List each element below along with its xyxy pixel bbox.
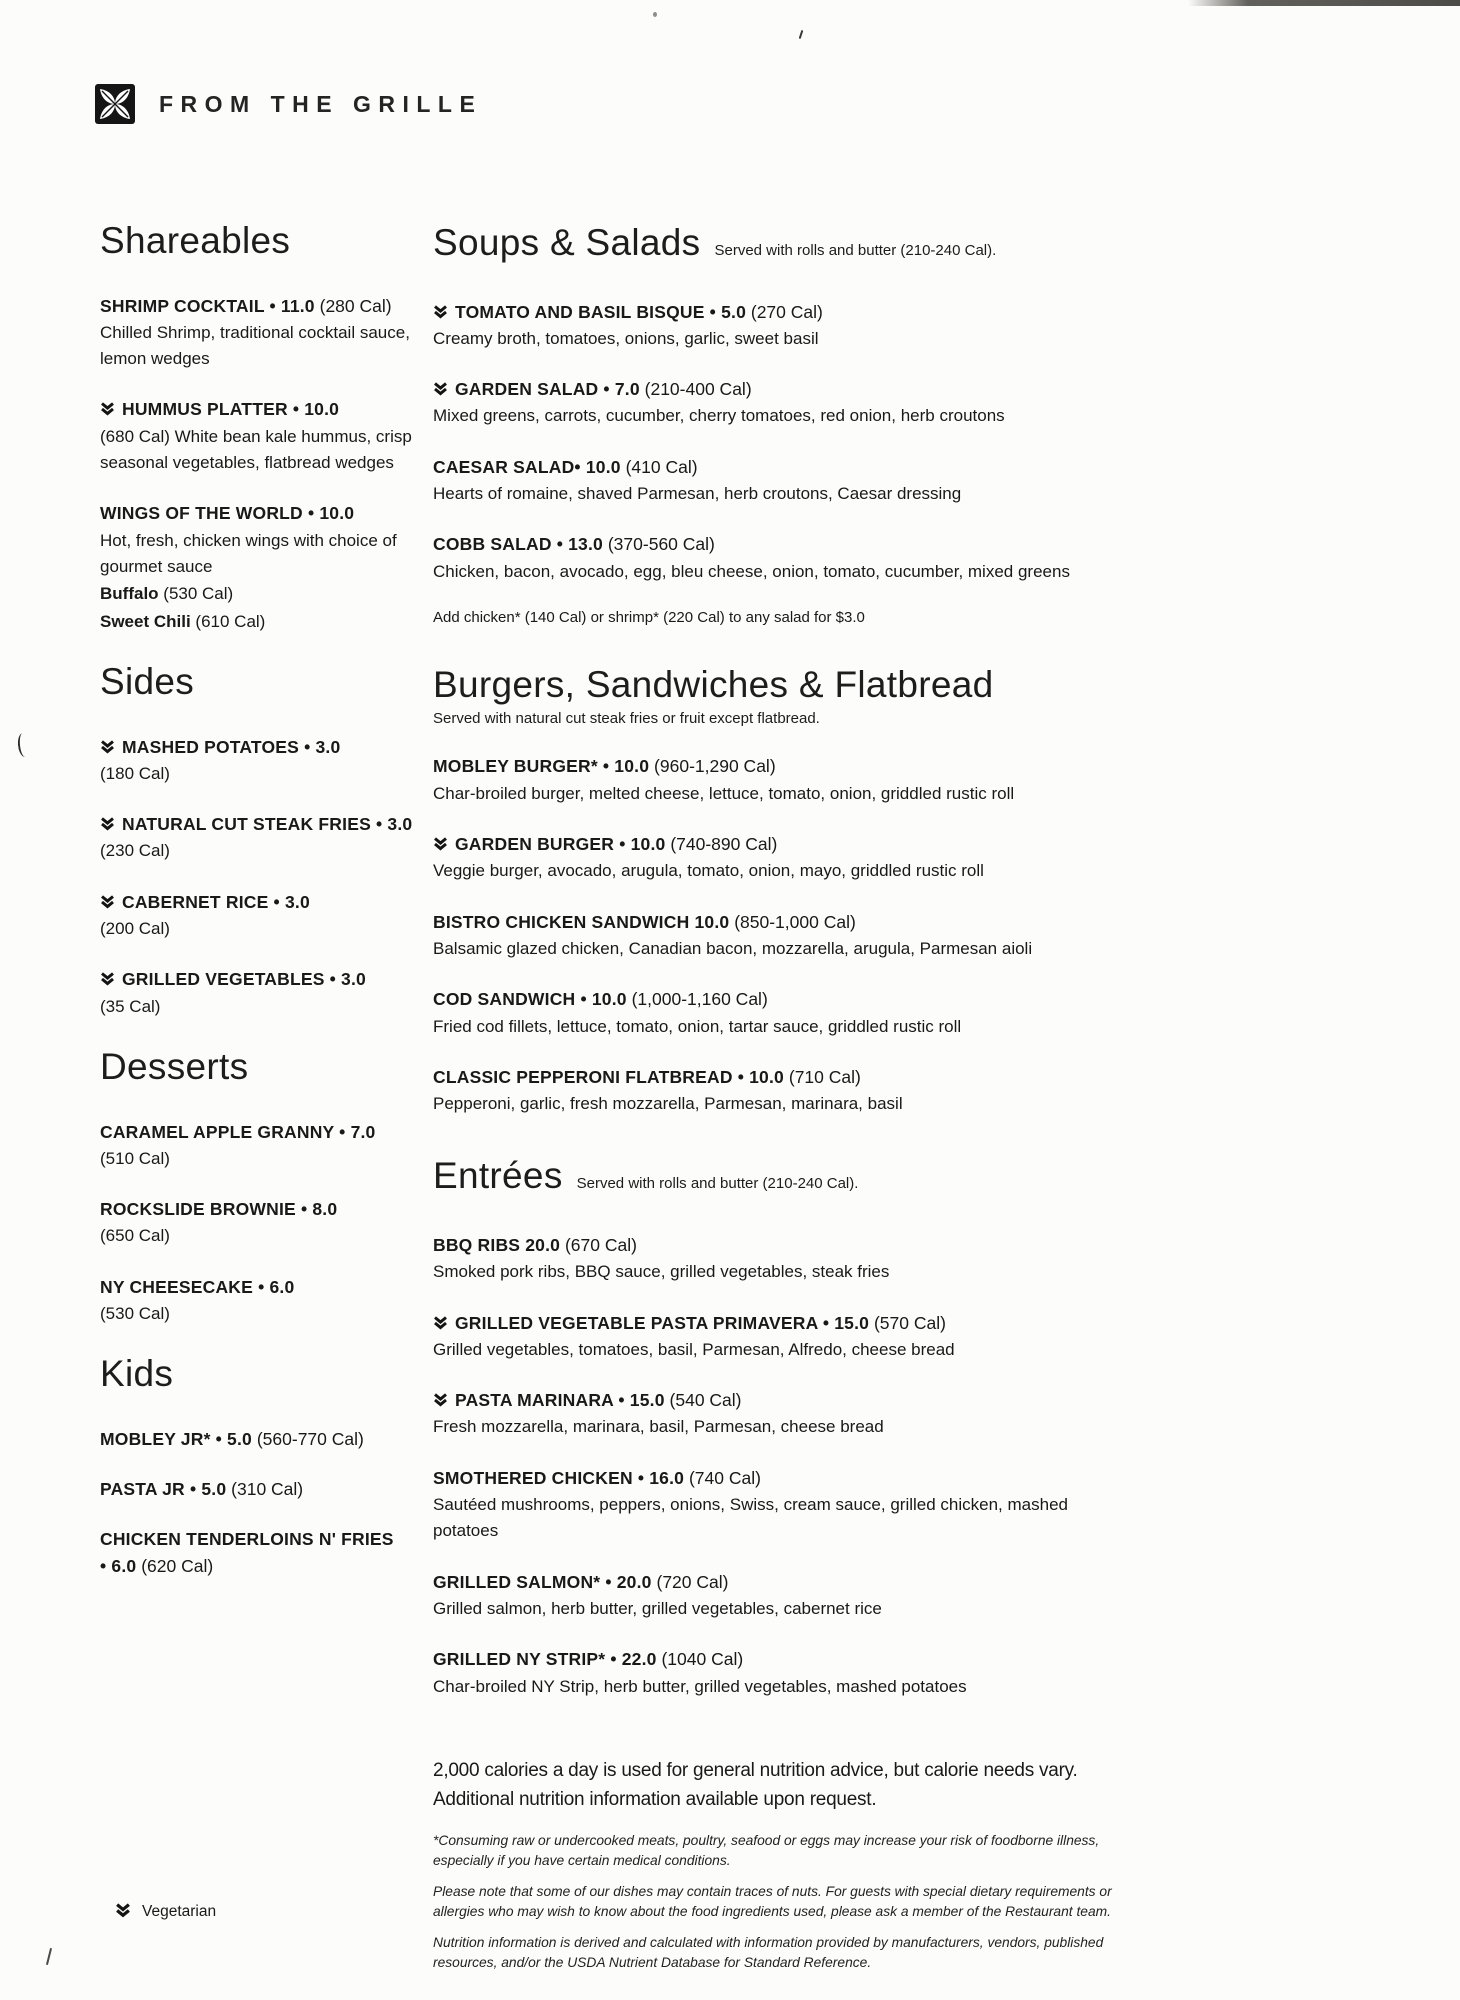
item-calories: (710 Cal) (788, 1066, 861, 1087)
option-label: Buffalo (100, 584, 159, 604)
menu-item-bistro-chicken-sandwich (433, 909, 1113, 963)
section-header-soups-salads (433, 222, 1113, 265)
item-calories: (410 Cal) (625, 456, 698, 477)
item-title: GARDEN BURGER • 10.0 (455, 834, 666, 855)
item-calories: (850-1,000 Cal) (734, 911, 856, 932)
menu-item-grilled-salmon (433, 1569, 1113, 1623)
item-title: CHICKEN TENDERLOINS N' FRIES • 6.0 (100, 1529, 394, 1576)
item-title: GARDEN SALAD • 7.0 (455, 379, 640, 400)
left-column (100, 220, 440, 1603)
item-title: GRILLED VEGETABLES • 3.0 (122, 969, 366, 990)
item-title: CABERNET RICE • 3.0 (122, 891, 310, 912)
section-heading-soups-salads: Soups & Salads (433, 222, 701, 263)
menu-item-rockslide-brownie (100, 1196, 440, 1250)
menu-item-hummus-platter (100, 396, 440, 476)
item-option (100, 609, 440, 635)
section-subtitle: Served with rolls and butter (210-240 Cal). (576, 1175, 859, 1193)
item-title: COD SANDWICH • 10.0 (433, 989, 627, 1010)
item-calories: (670 Cal) (564, 1234, 637, 1255)
floral-logo-icon (95, 84, 135, 124)
section-subtitle: Served with natural cut steak fries or fruit except flatbread. (433, 710, 820, 728)
item-description: Sautéed mushrooms, peppers, onions, Swiss, cream sauce, grilled chicken, mashed potatoes (433, 1495, 1068, 1541)
item-title: BISTRO CHICKEN SANDWICH 10.0 (433, 911, 730, 932)
scan-artifact (17, 732, 31, 757)
section-heading-kids: Kids (100, 1353, 174, 1395)
item-calories: (280 Cal) (319, 295, 392, 316)
item-title: NY CHEESECAKE • 6.0 (100, 1276, 295, 1297)
vegetarian-icon (433, 1388, 448, 1414)
menu-item-garden-salad (433, 376, 1113, 430)
item-calories: (540 Cal) (669, 1390, 742, 1411)
scan-artifact (1188, 0, 1460, 6)
item-option (100, 581, 440, 607)
section-heading-shareables: Shareables (100, 220, 291, 261)
menu-item-pasta-marinara (433, 1387, 1113, 1441)
menu-item-mobley-burger (433, 753, 1113, 807)
vegetarian-icon (100, 812, 115, 838)
menu-item-tomato-basil-bisque (433, 299, 1113, 353)
item-calories: (370-560 Cal) (607, 534, 715, 555)
scan-artifact (46, 1948, 52, 1965)
item-description: Fried cod fillets, lettuce, tomato, onion, tartar sauce, griddled rustic roll (433, 1016, 962, 1036)
vegetarian-icon (100, 967, 115, 993)
item-title: MASHED POTATOES • 3.0 (122, 736, 341, 757)
item-title: PASTA JR • 5.0 (100, 1479, 227, 1500)
item-calories: (720 Cal) (656, 1571, 729, 1592)
item-title: MOBLEY JR* • 5.0 (100, 1428, 252, 1449)
footnote-nuts-allergies: Please note that some of our dishes may contain traces of nuts. For guests with special dietary requirements or allergies who may wish to know about the food ingredients used, please ask a member of the Restaurant team. (433, 1883, 1112, 1919)
item-description: Chicken, bacon, avocado, egg, bleu cheese, onion, tomato, cucumber, mixed greens (433, 561, 1070, 581)
nutrition-notice: 2,000 calories a day is used for general nutrition advice, but calorie needs vary. Additional nutrition information available upon request. (433, 1759, 1078, 1811)
footnote-raw-undercooked: *Consuming raw or undercooked meats, poultry, seafood or eggs may increase your risk of foodborne illness, especially if you have certain medical conditions. (433, 1832, 1100, 1868)
menu-item-caesar-salad (433, 454, 1113, 508)
item-calories: (510 Cal) (100, 1148, 170, 1168)
menu-item-smothered-chicken (433, 1465, 1113, 1545)
menu-item-pasta-jr (100, 1476, 440, 1502)
item-title: CARAMEL APPLE GRANNY • 7.0 (100, 1121, 376, 1142)
menu-item-garden-burger (433, 831, 1113, 885)
item-description: Char-broiled burger, melted cheese, lettuce, tomato, onion, griddled rustic roll (433, 783, 1015, 803)
vegetarian-icon (433, 1311, 448, 1337)
item-title: MOBLEY BURGER* • 10.0 (433, 756, 650, 777)
page-title: FROM THE GRILLE (159, 90, 483, 117)
vegetarian-icon (100, 890, 115, 916)
item-description: (680 Cal) White bean kale hummus, crisp seasonal vegetables, flatbread wedges (100, 426, 412, 473)
item-title: GRILLED SALMON* • 20.0 (433, 1571, 652, 1592)
vegetarian-icon (115, 1903, 131, 1923)
item-calories: (230 Cal) (100, 841, 170, 861)
item-title: PASTA MARINARA • 15.0 (455, 1390, 665, 1411)
item-description: Hot, fresh, chicken wings with choice of gourmet sauce (100, 530, 397, 577)
item-calories: (570 Cal) (873, 1312, 946, 1333)
item-calories: (1040 Cal) (661, 1649, 744, 1670)
item-calories: (35 Cal) (100, 996, 161, 1016)
item-description: Mixed greens, carrots, cucumber, cherry tomatoes, red onion, herb croutons (433, 406, 1005, 426)
section-header-entrees (433, 1155, 1113, 1198)
item-calories: (960-1,290 Cal) (654, 756, 776, 777)
item-calories: (1,000-1,160 Cal) (631, 989, 768, 1010)
menu-item-natural-cut-steak-fries (100, 811, 440, 865)
item-title: GRILLED VEGETABLE PASTA PRIMAVERA • 15.0 (455, 1312, 870, 1333)
option-calories: (530 Cal) (163, 584, 234, 604)
vegetarian-legend (115, 1902, 216, 1922)
item-description: Pepperoni, garlic, fresh mozzarella, Parmesan, marinara, basil (433, 1094, 903, 1114)
vegetarian-icon (433, 377, 448, 403)
option-calories: (610 Cal) (195, 611, 266, 631)
vegetarian-icon (433, 300, 448, 326)
item-description: Hearts of romaine, shaved Parmesan, herb croutons, Caesar dressing (433, 483, 962, 503)
section-heading-desserts: Desserts (100, 1045, 249, 1087)
vegetarian-icon (100, 735, 115, 761)
scan-artifact (653, 12, 657, 17)
item-title: SMOTHERED CHICKEN • 16.0 (433, 1467, 685, 1488)
item-calories: (740-890 Cal) (670, 834, 778, 855)
menu-item-cobb-salad (433, 531, 1113, 585)
scan-artifact (799, 30, 804, 39)
section-heading-burgers: Burgers, Sandwiches & Flatbread (433, 663, 994, 705)
item-title: HUMMUS PLATTER • 10.0 (122, 399, 340, 420)
item-description: Chilled Shrimp, traditional cocktail sauce, lemon wedges (100, 322, 410, 369)
item-calories: (180 Cal) (100, 763, 170, 783)
menu-item-cod-sandwich (433, 986, 1113, 1040)
item-description: Smoked pork ribs, BBQ sauce, grilled vegetables, steak fries (433, 1262, 890, 1282)
item-calories: (270 Cal) (750, 301, 823, 322)
item-title: CAESAR SALAD• 10.0 (433, 456, 621, 477)
item-calories: (620 Cal) (141, 1555, 214, 1576)
footer (433, 1756, 1113, 1973)
item-title: TOMATO AND BASIL BISQUE • 5.0 (455, 301, 746, 322)
item-calories: (650 Cal) (100, 1226, 170, 1246)
item-title: ROCKSLIDE BROWNIE • 8.0 (100, 1199, 338, 1220)
item-title: SHRIMP COCKTAIL • 11.0 (100, 295, 315, 316)
item-description: Veggie burger, avocado, arugula, tomato, onion, mayo, griddled rustic roll (433, 861, 984, 881)
right-column (433, 222, 1113, 1984)
item-description: Creamy broth, tomatoes, onions, garlic, sweet basil (433, 328, 819, 348)
item-calories: (200 Cal) (100, 919, 170, 939)
vegetarian-icon (433, 832, 448, 858)
item-description: Grilled salmon, herb butter, grilled vegetables, cabernet rice (433, 1598, 882, 1618)
section-subtitle: Served with rolls and butter (210-240 Cal). (714, 242, 997, 259)
menu-item-caramel-apple-granny (100, 1119, 440, 1173)
item-title: BBQ RIBS 20.0 (433, 1234, 561, 1255)
menu-item-wings-of-the-world (100, 500, 440, 635)
menu-item-classic-pepperoni-flatbread (433, 1064, 1113, 1118)
item-title: GRILLED NY STRIP* • 22.0 (433, 1649, 657, 1670)
section-heading-sides: Sides (100, 661, 195, 703)
option-label: Sweet Chili (100, 611, 191, 631)
item-calories: (560-770 Cal) (256, 1428, 364, 1449)
item-description: Fresh mozzarella, marinara, basil, Parmesan, cheese bread (433, 1417, 884, 1437)
item-title: CLASSIC PEPPERONI FLATBREAD • 10.0 (433, 1066, 784, 1087)
menu-item-cabernet-rice (100, 889, 440, 943)
menu-item-mashed-potatoes (100, 734, 440, 788)
footnote-nutrition-sources: Nutrition information is derived and calculated with information provided by manufacturers, vendors, published resources, and/or the USDA Nutrient Database for Standard Reference. (433, 1934, 1104, 1970)
salad-addon-note: Add chicken* (140 Cal) or shrimp* (220 Cal) to any salad for $3.0 (433, 608, 865, 626)
item-title: WINGS OF THE WORLD • 10.0 (100, 503, 355, 524)
item-calories: (530 Cal) (100, 1303, 170, 1323)
menu-item-grilled-vegetables (100, 966, 440, 1020)
item-calories: (210-400 Cal) (644, 379, 752, 400)
item-title: COBB SALAD • 13.0 (433, 534, 603, 555)
menu-item-grilled-ny-strip (433, 1646, 1113, 1700)
item-calories: (310 Cal) (231, 1479, 304, 1500)
menu-item-mobley-jr (100, 1426, 440, 1452)
section-heading-entrees: Entrées (433, 1155, 563, 1197)
brand-header (95, 84, 482, 124)
menu-item-chicken-tenderloins-n-fries (100, 1526, 440, 1579)
vegetarian-legend-label: Vegetarian (142, 1903, 217, 1920)
menu-item-bbq-ribs (433, 1232, 1113, 1286)
menu-item-grilled-vegetable-pasta-primavera (433, 1310, 1113, 1364)
vegetarian-icon (100, 397, 115, 423)
menu-item-ny-cheesecake (100, 1274, 440, 1328)
menu-item-shrimp-cocktail (100, 293, 440, 373)
item-calories: (740 Cal) (688, 1467, 761, 1488)
item-description: Grilled vegetables, tomatoes, basil, Parmesan, Alfredo, cheese bread (433, 1339, 955, 1359)
item-description: Balsamic glazed chicken, Canadian bacon, mozzarella, arugula, Parmesan aioli (433, 938, 1033, 958)
item-description: Char-broiled NY Strip, herb butter, grilled vegetables, mashed potatoes (433, 1676, 967, 1696)
item-title: NATURAL CUT STEAK FRIES • 3.0 (122, 814, 413, 835)
